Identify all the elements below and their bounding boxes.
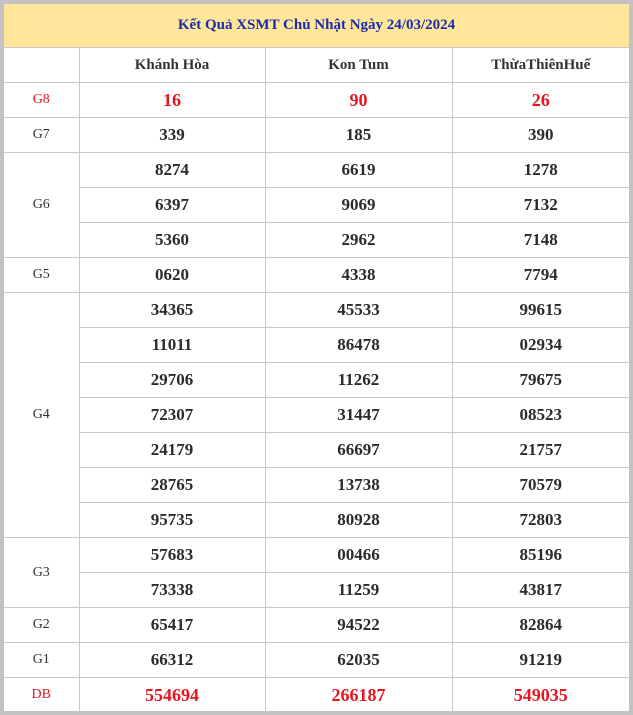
special-result-number: 266187 [265, 678, 452, 713]
prize-row-g3 [4, 538, 629, 573]
result-number: 08523 [452, 398, 629, 433]
prize-label: G8 [4, 83, 79, 118]
result-number: 11011 [79, 328, 265, 363]
prize-row-g6 [4, 223, 629, 258]
result-number: 13738 [265, 468, 452, 503]
result-number: 65417 [79, 608, 265, 643]
result-number: 79675 [452, 363, 629, 398]
prize-row-g4 [4, 503, 629, 538]
prize-label: G2 [4, 608, 79, 643]
result-number: 80928 [265, 503, 452, 538]
result-number: 11259 [265, 573, 452, 608]
result-number: 94522 [265, 608, 452, 643]
result-number: 02934 [452, 328, 629, 363]
result-number: 0620 [79, 258, 265, 293]
result-number: 90 [265, 83, 452, 118]
result-number: 1278 [452, 153, 629, 188]
result-number: 86478 [265, 328, 452, 363]
province-header-row [4, 48, 629, 83]
result-number: 34365 [79, 293, 265, 328]
result-number: 91219 [452, 643, 629, 678]
title-row [4, 4, 629, 48]
result-number: 00466 [265, 538, 452, 573]
prize-label: G4 [4, 293, 79, 538]
province-header: ThừaThiênHuế [452, 48, 629, 83]
result-number: 72803 [452, 503, 629, 538]
result-number: 62035 [265, 643, 452, 678]
prize-row-g4 [4, 398, 629, 433]
result-number: 21757 [452, 433, 629, 468]
result-number: 31447 [265, 398, 452, 433]
prize-header-empty [4, 48, 79, 83]
prize-label: G3 [4, 538, 79, 608]
prize-row-g8 [4, 83, 629, 118]
prize-row-g4 [4, 328, 629, 363]
special-result-number: 554694 [79, 678, 265, 713]
result-number: 57683 [79, 538, 265, 573]
result-number: 7148 [452, 223, 629, 258]
prize-row-g2 [4, 608, 629, 643]
results-table [4, 4, 629, 712]
result-number: 66697 [265, 433, 452, 468]
prize-row-g3 [4, 573, 629, 608]
result-number: 2962 [265, 223, 452, 258]
result-number: 7132 [452, 188, 629, 223]
result-number: 95735 [79, 503, 265, 538]
prize-row-g4 [4, 293, 629, 328]
result-number: 24179 [79, 433, 265, 468]
prize-label: G7 [4, 118, 79, 153]
result-number: 6397 [79, 188, 265, 223]
prize-row-g6 [4, 188, 629, 223]
prize-label: G5 [4, 258, 79, 293]
prize-row-g7 [4, 118, 629, 153]
prize-row-g4 [4, 433, 629, 468]
result-number: 5360 [79, 223, 265, 258]
special-result-number: 549035 [452, 678, 629, 713]
result-number: 4338 [265, 258, 452, 293]
result-number: 339 [79, 118, 265, 153]
result-number: 8274 [79, 153, 265, 188]
prize-row-g4 [4, 363, 629, 398]
prize-label: DB [4, 678, 79, 713]
prize-row-g1 [4, 643, 629, 678]
result-number: 45533 [265, 293, 452, 328]
result-number: 85196 [452, 538, 629, 573]
result-number: 29706 [79, 363, 265, 398]
prize-label: G6 [4, 153, 79, 258]
prize-row-special [4, 678, 629, 713]
result-number: 6619 [265, 153, 452, 188]
result-number: 390 [452, 118, 629, 153]
result-number: 28765 [79, 468, 265, 503]
result-number: 66312 [79, 643, 265, 678]
result-number: 7794 [452, 258, 629, 293]
province-header: Khánh Hòa [79, 48, 265, 83]
prize-row-g6 [4, 153, 629, 188]
result-number: 43817 [452, 573, 629, 608]
result-number: 16 [79, 83, 265, 118]
result-number: 70579 [452, 468, 629, 503]
result-number: 9069 [265, 188, 452, 223]
prize-row-g5 [4, 258, 629, 293]
result-number: 73338 [79, 573, 265, 608]
result-number: 72307 [79, 398, 265, 433]
table-title: Kết Quả XSMT Chủ Nhật Ngày 24/03/2024 [4, 4, 629, 48]
result-number: 185 [265, 118, 452, 153]
result-number: 99615 [452, 293, 629, 328]
province-header: Kon Tum [265, 48, 452, 83]
result-number: 26 [452, 83, 629, 118]
result-number: 11262 [265, 363, 452, 398]
prize-label: G1 [4, 643, 79, 678]
prize-row-g4 [4, 468, 629, 503]
result-number: 82864 [452, 608, 629, 643]
